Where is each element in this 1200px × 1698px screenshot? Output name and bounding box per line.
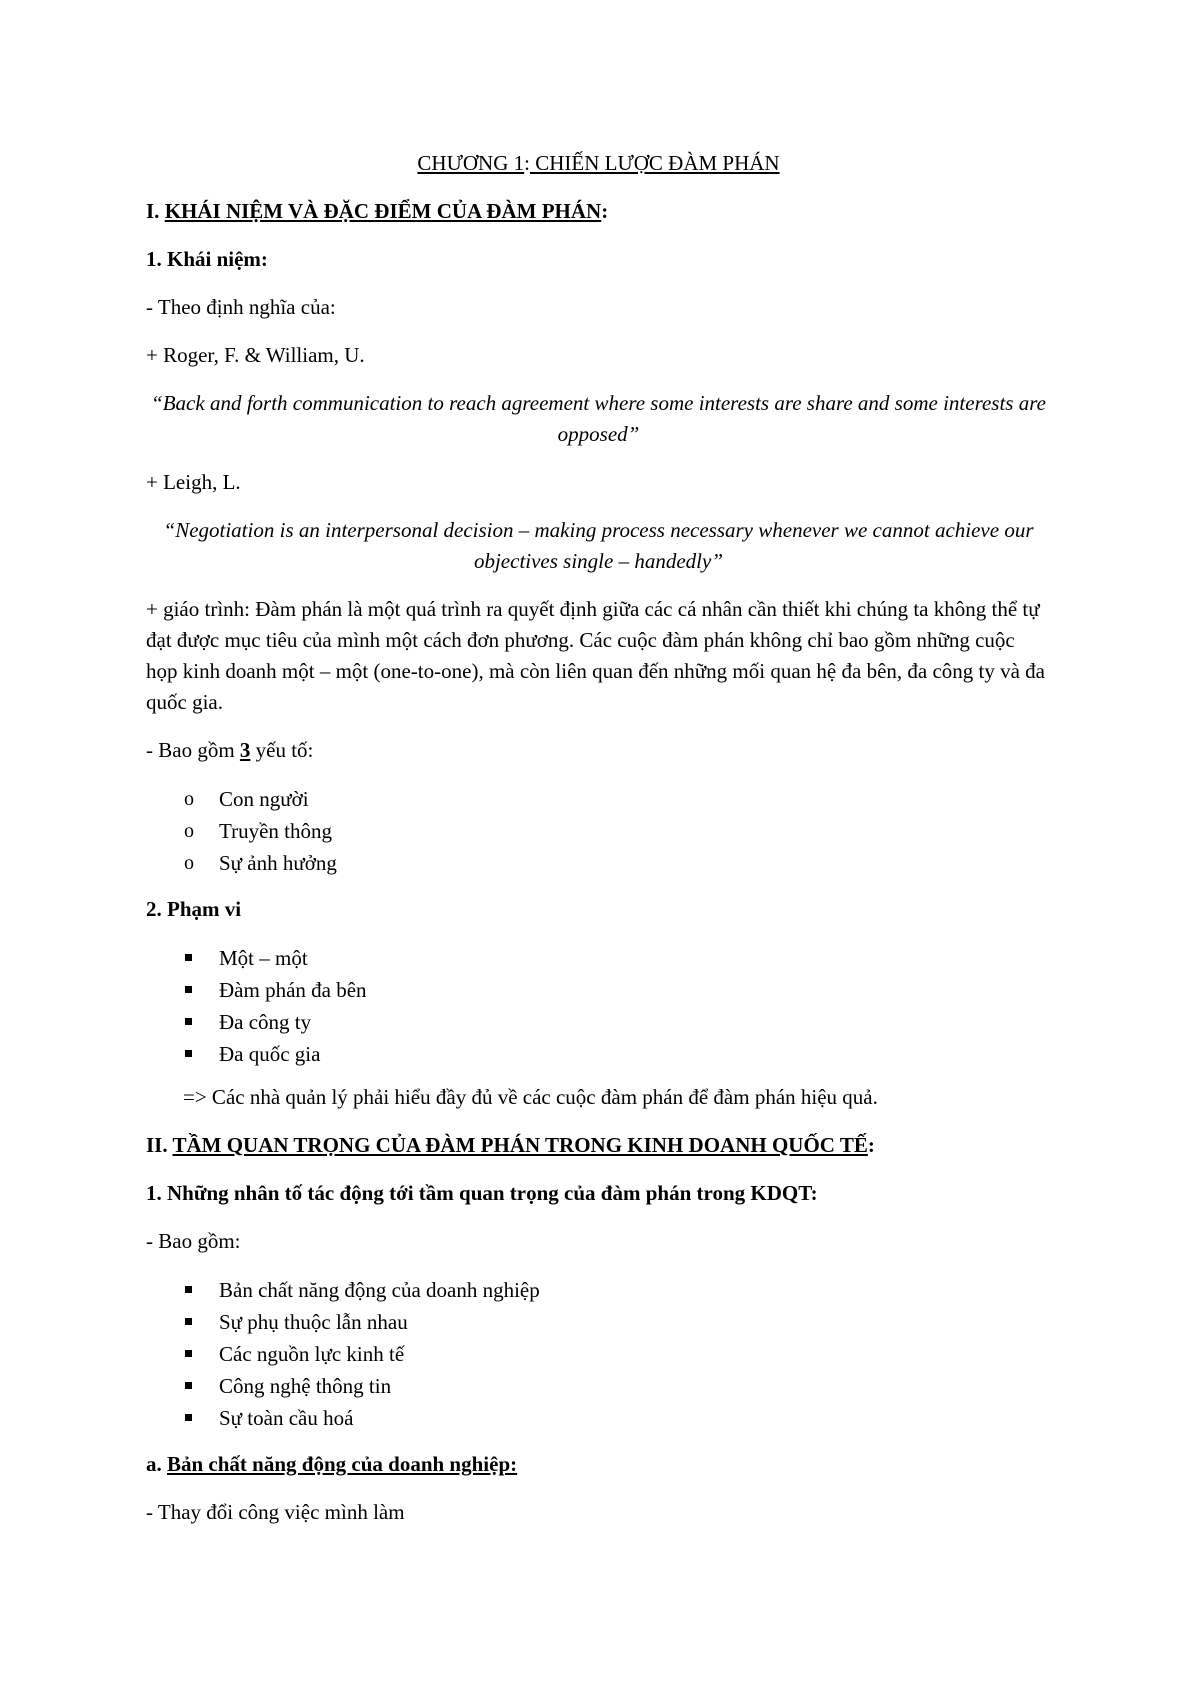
quote-leigh: [146, 515, 1051, 577]
list-item: [146, 815, 1051, 847]
elements-intro: [146, 735, 1051, 766]
list-item: [146, 847, 1051, 879]
section-2-prefix: II.: [146, 1133, 173, 1157]
square-bullet-icon: [185, 986, 192, 993]
list-item-label: Truyền thông: [219, 819, 332, 843]
factors-intro: - Bao gồm:: [146, 1229, 241, 1253]
square-bullet-icon: [185, 1018, 192, 1025]
section-2-heading: [146, 1130, 1051, 1161]
section-1-prefix: I.: [146, 199, 165, 223]
square-bullet-icon: [185, 1382, 192, 1389]
elements-list: [146, 783, 1051, 879]
definition-intro: - Theo định nghĩa của:: [146, 295, 336, 319]
list-item-label: Đa công ty: [219, 1010, 312, 1034]
circle-bullet-icon: o: [184, 820, 194, 842]
subheading-scope: 2. Phạm vi: [146, 897, 242, 921]
quote-close-mark: ”: [627, 422, 640, 446]
list-item: [146, 1006, 1051, 1038]
list-item: [146, 1306, 1051, 1338]
subheading-dynamic-title: Bản chất năng động của doanh nghiệp:: [167, 1452, 518, 1476]
circle-bullet-icon: o: [184, 788, 194, 810]
author-leigh: + Leigh, L.: [146, 470, 241, 494]
subheading-dynamic-nature: [146, 1449, 1051, 1480]
circle-bullet-icon: o: [184, 852, 194, 874]
list-item-label: Sự phụ thuộc lẫn nhau: [219, 1310, 408, 1334]
last-line: - Thay đổi công việc mình làm: [146, 1500, 405, 1524]
elements-intro-post: yếu tố:: [250, 738, 314, 762]
quote-roger-william: [146, 388, 1051, 450]
list-item-label: Sự toàn cầu hoá: [219, 1406, 354, 1430]
elements-count: 3: [239, 738, 251, 762]
list-item-label: Đa quốc gia: [219, 1042, 321, 1066]
quote-open-mark: “: [163, 518, 176, 542]
list-item: [146, 1038, 1051, 1070]
list-item: [146, 1274, 1051, 1306]
elements-intro-pre: - Bao gồm: [146, 738, 240, 762]
list-item: [146, 1370, 1051, 1402]
section-1-title: KHÁI NIỆM VÀ ĐẶC ĐIỂM CỦA ĐÀM PHÁN: [164, 199, 602, 223]
list-item: [146, 783, 1051, 815]
list-item: [146, 1402, 1051, 1434]
list-item-label: Con người: [219, 787, 309, 811]
list-item-label: Bản chất năng động của doanh nghiệp: [219, 1278, 540, 1302]
square-bullet-icon: [185, 954, 192, 961]
quote-open-mark: “: [151, 391, 163, 415]
list-item-label: Sự ảnh hưởng: [219, 851, 337, 875]
list-item-label: Công nghệ thông tin: [219, 1374, 392, 1398]
chapter-name: CHIẾN LƯỢC ĐÀM PHÁN: [529, 151, 780, 175]
quote-text: Negotiation is an interpersonal decision – making process necessary whenever we cannot achieve our objectives single – handedly: [175, 518, 1034, 573]
list-item: [146, 942, 1051, 974]
square-bullet-icon: [185, 1286, 192, 1293]
scope-conclusion: => Các nhà quản lý phải hiểu đầy đủ về các cuộc đàm phán để đàm phán hiệu quả.: [183, 1085, 878, 1109]
list-item: [146, 974, 1051, 1006]
quote-text: Back and forth communication to reach agreement where some interests are share and some interests are opposed: [162, 391, 1046, 446]
section-1-suffix: :: [601, 199, 609, 223]
subheading-dynamic-prefix: a.: [146, 1452, 167, 1476]
list-item: [146, 1338, 1051, 1370]
subheading-factors: 1. Những nhân tố tác động tới tầm quan trọng của đàm phán trong KDQT:: [146, 1181, 818, 1205]
list-item-label: Đàm phán đa bên: [219, 978, 367, 1002]
author-roger-william: + Roger, F. & William, U.: [146, 343, 365, 367]
square-bullet-icon: [185, 1318, 192, 1325]
list-item-label: Một – một: [219, 946, 308, 970]
factors-list: [146, 1274, 1051, 1434]
square-bullet-icon: [185, 1350, 192, 1357]
subheading-concept: 1. Khái niệm:: [146, 247, 268, 271]
section-2-title: TẦM QUAN TRỌNG CỦA ĐÀM PHÁN TRONG KINH DOANH QUỐC TẾ: [172, 1133, 868, 1157]
chapter-number: CHƯƠNG 1: [417, 151, 525, 175]
textbook-definition: + giáo trình: Đàm phán là một quá trình ra quyết định giữa các cá nhân cần thiết khi chúng ta không thể tự đạt được mục tiêu của mình một cách đơn phương. Các cuộc đàm phán không chỉ bao gồm những cuộc họp kinh doanh một – một (one-to-one), mà còn liên quan đến những mối quan hệ đa bên, đa công ty và đa quốc gia.: [146, 597, 1046, 714]
scope-list: [146, 942, 1051, 1070]
chapter-title: [146, 148, 1051, 179]
chapter-colon: :: [524, 151, 530, 175]
section-2-suffix: :: [867, 1133, 875, 1157]
list-item-label: Các nguồn lực kinh tế: [219, 1342, 405, 1366]
section-1-heading: [146, 196, 1051, 227]
quote-close-mark: ”: [711, 549, 724, 573]
square-bullet-icon: [185, 1414, 192, 1421]
square-bullet-icon: [185, 1050, 192, 1057]
